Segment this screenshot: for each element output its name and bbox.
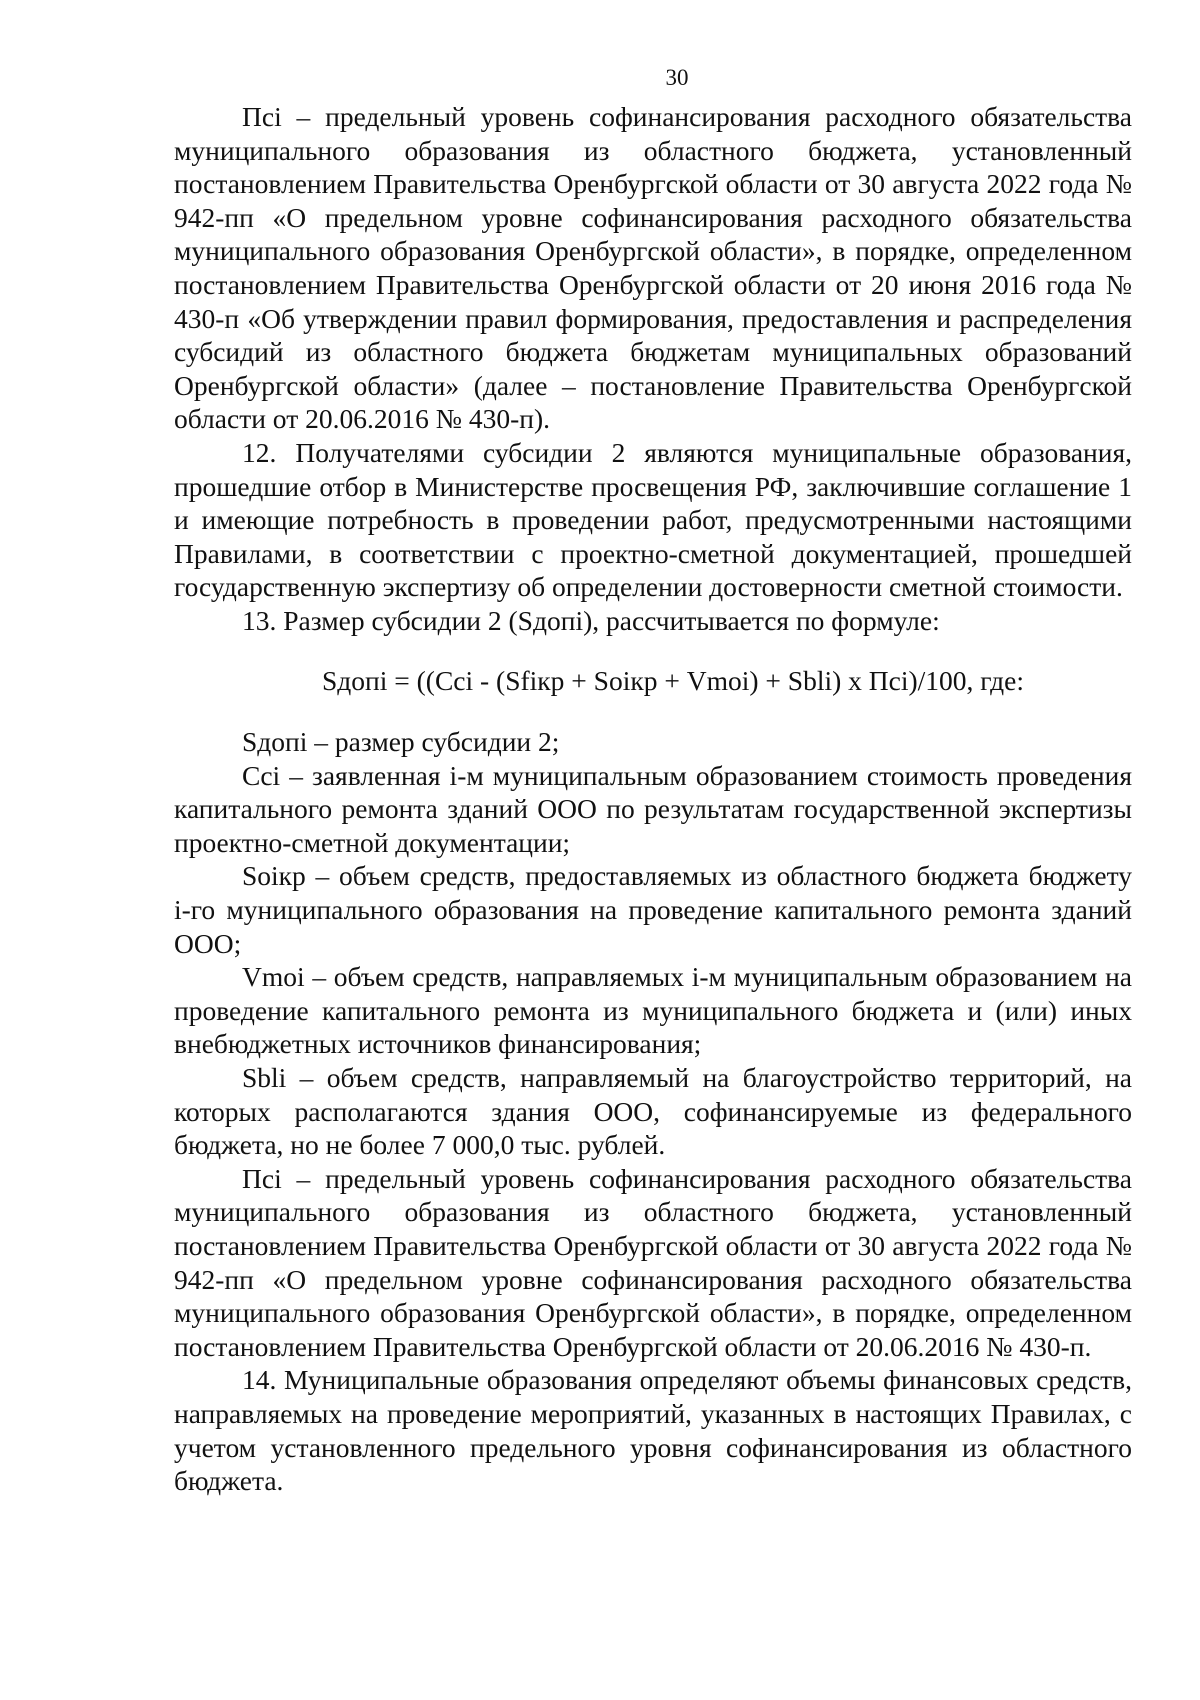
definition-soikr: Soiкр – объем средств, предоставляемых из областного бюджета бюджету i-го муниципального образования на проведение капитального ремонта зданий ООО; xyxy=(174,860,1132,959)
paragraph-14: 14. Муниципальные образования определяют объемы финансовых средств, направляемых на проведение мероприятий, указанных в настоящих Правилах, с учетом установленного предельного уровня софинансирования из областного бюджета. xyxy=(174,1364,1132,1497)
definition-sbli: Sbli – объем средств, направляемый на благоустройство территорий, на которых располагаются здания ООО, софинансируемые из федерального бюджета, но не более 7 000,0 тыс. рублей. xyxy=(174,1062,1132,1161)
definition-cci: Сci – заявленная i-м муниципальным образованием стоимость проведения капитального ремонта зданий ООО по результатам государственной экспертизы проектно-сметной документации; xyxy=(174,759,1132,858)
paragraph-psi-definition-top: Пci – предельный уровень софинансирования расходного обязательства муниципального образования из областного бюджета, установленный постановлением Правительства Оренбургской области от 30 августа 2022 года № 942-пп «О предельном уровне софинансирования расходного обязательства муниципального образования Оренбургской области», в порядке, определенном постановлением Правительства Оренбургской области от 20 июня 2016 года № 430-п «Об утверждении правил формирования, предоставления и распределения субсидий из областного бюджета бюджетам муниципальных образований Оренбургской области» (далее – постановление Правительства Оренбургской области от 20.06.2016 № 430-п). xyxy=(174,101,1132,435)
definition-sdop: Sдопi – размер субсидии 2; xyxy=(242,726,560,758)
paragraph-12: 12. Получателями субсидии 2 являются муниципальные образования, прошедшие отбор в Министерстве просвещения РФ, заключившие соглашение 1 и имеющие потребность в проведении работ, предусмотренными настоящими Правилами, в соответствии с проектно-сметной документацией, прошедшей государственную экспертизу об определении достоверности сметной стоимости. xyxy=(174,436,1132,603)
definition-vmoi: Vmoi – объем средств, направляемых i-м муниципальным образованием на проведение капитального ремонта из муниципального бюджета и (или) иных внебюджетных источников финансирования; xyxy=(174,961,1132,1060)
page-number: 30 xyxy=(665,65,689,90)
paragraph-13: 13. Размер субсидии 2 (Sдопi), рассчитывается по формуле: xyxy=(242,604,940,636)
subsidy-formula: Sдопi = ((Сci - (Sfiкр + Soiкр + Vmoi) + Sbli) х Пci)/100, где: xyxy=(321,664,1025,696)
document-page xyxy=(174,62,1132,1498)
definition-psi: Пci – предельный уровень софинансирования расходного обязательства муниципального образования из областного бюджета, установленный постановлением Правительства Оренбургской области от 30 августа 2022 года № 942-пп «О предельном уровне софинансирования расходного обязательства муниципального образования Оренбургской области», в порядке, определенном постановлением Правительства Оренбургской области от 20.06.2016 № 430-п. xyxy=(174,1162,1132,1362)
